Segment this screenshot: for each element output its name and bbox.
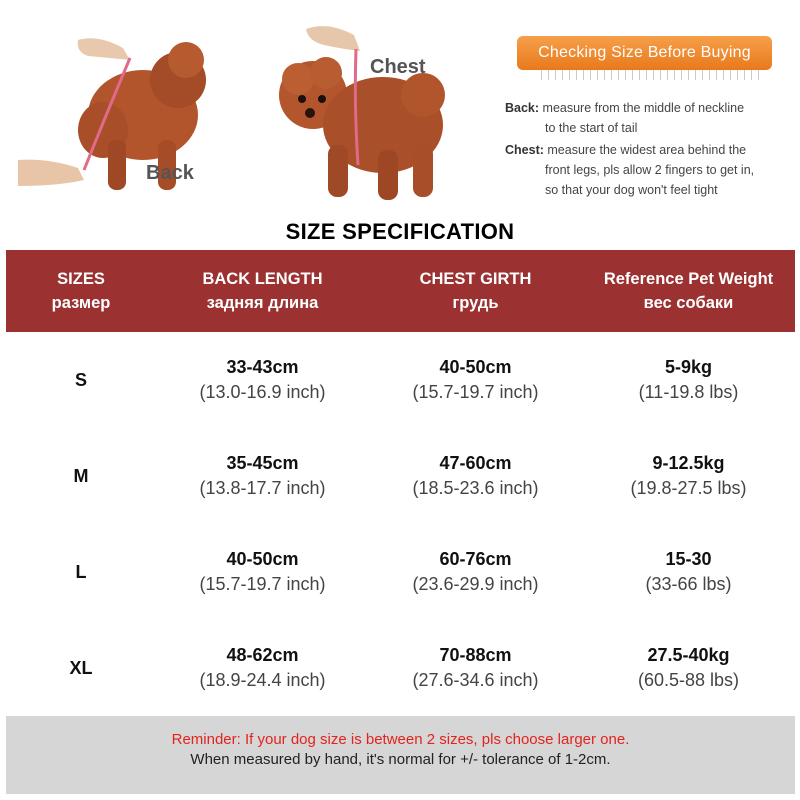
chest-cm: 70-88cm xyxy=(439,645,512,665)
weight-kg: 5-9kg xyxy=(664,357,713,377)
back-term: Back: xyxy=(505,101,540,115)
weight-kg: 9-12.5kg xyxy=(652,453,725,473)
chest-cell xyxy=(369,428,582,524)
size-cell xyxy=(6,428,156,524)
chest-inch: (15.7-19.7 inch) xyxy=(412,382,539,402)
size-value: XL xyxy=(69,657,93,678)
back-cm: 35-45cm xyxy=(226,453,299,473)
back-cell xyxy=(156,332,369,428)
back-inch: (18.9-24.4 inch) xyxy=(199,670,326,690)
header-sizes xyxy=(6,250,156,332)
size-value: S xyxy=(74,369,87,390)
guide-instructions xyxy=(505,98,795,202)
chest-cell xyxy=(369,620,582,716)
chest-cell xyxy=(369,524,582,620)
back-inch: (13.0-16.9 inch) xyxy=(199,382,326,402)
table-row xyxy=(6,332,795,428)
chest-inch: (27.6-34.6 inch) xyxy=(412,670,539,690)
back-line-2: to the start of tail xyxy=(545,121,638,135)
back-cm: 48-62cm xyxy=(226,645,299,665)
weight-kg: 15-30 xyxy=(665,549,712,569)
size-value: M xyxy=(73,465,89,486)
chest-cm: 40-50cm xyxy=(439,357,512,377)
header-pet-weight xyxy=(582,250,795,332)
chest-cm: 47-60cm xyxy=(439,453,512,473)
chest-line-1: measure the widest area behind the xyxy=(547,143,747,157)
weight-cell xyxy=(582,620,795,716)
footer-note xyxy=(6,716,795,794)
chest-inch: (18.5-23.6 inch) xyxy=(412,478,539,498)
size-cell xyxy=(6,332,156,428)
page-title: SIZE SPECIFICATION xyxy=(285,219,515,244)
weight-lbs: (33-66 lbs) xyxy=(645,574,732,594)
header-back-en: BACK LENGTH xyxy=(202,270,323,288)
back-cell xyxy=(156,428,369,524)
ruler-icon xyxy=(541,70,761,80)
size-cell xyxy=(6,620,156,716)
chest-label: Chest xyxy=(370,56,426,78)
back-cell xyxy=(156,524,369,620)
tolerance-note: When measured by hand, it's normal for +/- tolerance of 1-2cm. xyxy=(190,751,611,768)
weight-cell xyxy=(582,524,795,620)
weight-lbs: (11-19.8 lbs) xyxy=(638,382,739,402)
chest-line-3: so that your dog won't feel tight xyxy=(545,183,718,197)
size-cell xyxy=(6,524,156,620)
back-cell xyxy=(156,620,369,716)
weight-lbs: (19.8-27.5 lbs) xyxy=(630,478,747,498)
chest-term: Chest: xyxy=(505,143,544,157)
back-line-1: measure from the middle of neckline xyxy=(542,101,745,115)
table-row xyxy=(6,620,795,716)
header-sizes-en: SIZES xyxy=(57,270,105,288)
weight-cell xyxy=(582,332,795,428)
size-value: L xyxy=(75,561,87,582)
header-weight-ru: вес собаки xyxy=(643,294,734,312)
chest-line-2: front legs, pls allow 2 fingers to get in, xyxy=(545,163,755,177)
back-inch: (13.8-17.7 inch) xyxy=(199,478,326,498)
table-header xyxy=(6,250,795,332)
size-reminder: Reminder: If your dog size is between 2 sizes, pls choose larger one. xyxy=(171,731,630,748)
header-chest-girth xyxy=(369,250,582,332)
weight-lbs: (60.5-88 lbs) xyxy=(637,670,740,690)
checking-size-badge: Checking Size Before Buying xyxy=(517,36,772,70)
back-cm: 33-43cm xyxy=(226,357,299,377)
table-row xyxy=(6,428,795,524)
header-back-length xyxy=(156,250,369,332)
weight-kg: 27.5-40kg xyxy=(647,645,730,665)
header-weight-en: Reference Pet Weight xyxy=(603,270,774,288)
table-row xyxy=(6,524,795,620)
header-chest-ru: грудь xyxy=(452,294,499,312)
chest-cell xyxy=(369,332,582,428)
chest-cm: 60-76cm xyxy=(439,549,512,569)
header-chest-en: CHEST GIRTH xyxy=(419,270,532,288)
weight-cell xyxy=(582,428,795,524)
back-cm: 40-50cm xyxy=(226,549,299,569)
measurement-illustration xyxy=(0,0,800,210)
back-inch: (15.7-19.7 inch) xyxy=(199,574,326,594)
chest-instruction xyxy=(505,140,795,200)
poodle-chest-measure-image xyxy=(258,15,458,205)
back-instruction xyxy=(505,98,795,138)
chest-inch: (23.6-29.9 inch) xyxy=(412,574,539,594)
size-table xyxy=(6,250,795,716)
header-back-ru: задняя длина xyxy=(206,294,319,312)
back-label: Back xyxy=(146,162,194,184)
header-sizes-ru: размер xyxy=(51,294,111,312)
